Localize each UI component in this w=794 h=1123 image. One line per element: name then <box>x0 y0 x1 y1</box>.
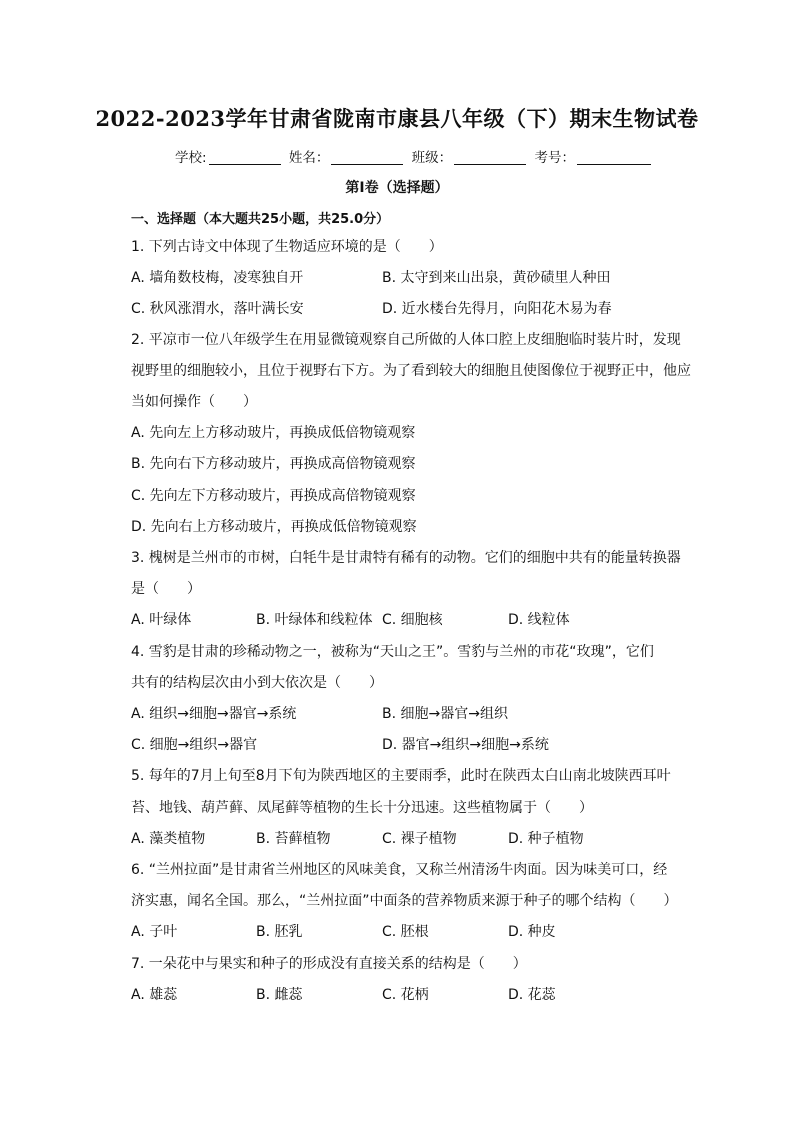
question-4-option-d[interactable]: D. 器官→组织→细胞→系统 <box>382 737 549 753</box>
question-6-option-d[interactable]: D. 种皮 <box>508 924 556 940</box>
question-2-stem-line-3: 当如何操作（ ） <box>131 394 257 410</box>
question-4-option-b[interactable]: B. 细胞→器官→组织 <box>382 706 508 722</box>
question-6-option-b[interactable]: B. 胚乳 <box>256 924 303 940</box>
question-5-stem-line-1: 5. 每年的7月上旬至8月下旬为陕西地区的主要雨季，此时在陕西太白山南北坡陕西耳叶 <box>131 768 671 784</box>
name-blank[interactable] <box>331 150 403 165</box>
question-2-option-c[interactable]: C. 先向左下方移动玻片，再换成高倍物镜观察 <box>131 488 416 504</box>
question-3-option-a[interactable]: A. 叶绿体 <box>131 612 192 628</box>
question-7-stem: 7. 一朵花中与果实和种子的形成没有直接关系的结构是（ ） <box>131 956 527 972</box>
question-4-stem-line-1: 4. 雪豹是甘肃的珍稀动物之一，被称为“天山之王”。雪豹与兰州的市花“玫瑰”，它们 <box>131 644 654 660</box>
question-1-option-c[interactable]: C. 秋风涨渭水，落叶满长安 <box>131 301 304 317</box>
question-5-stem-line-2: 苔、地钱、葫芦藓、凤尾藓等植物的生长十分迅速。这些植物属于（ ） <box>131 800 593 816</box>
question-1-stem: 1. 下列古诗文中体现了生物适应环境的是（ ） <box>131 239 443 255</box>
question-1-option-d[interactable]: D. 近水楼台先得月，向阳花木易为春 <box>382 301 612 317</box>
question-4-option-c[interactable]: C. 细胞→组织→器官 <box>131 737 258 753</box>
question-6-stem-line-2: 济实惠，闻名全国。那么，“兰州拉面”中面条的营养物质来源于种子的哪个结构（ ） <box>131 893 678 909</box>
question-2-stem-line-1: 2. 平凉市一位八年级学生在用显微镜观察自己所做的人体口腔上皮细胞临时装片时，发现 <box>131 332 681 348</box>
school-blank[interactable] <box>209 150 281 165</box>
question-3-stem-line-2: 是（ ） <box>131 581 201 597</box>
exam-number-label: 考号： <box>534 150 575 166</box>
question-5-option-b[interactable]: B. 苔藓植物 <box>256 831 331 847</box>
school-label: 学校: <box>175 150 207 166</box>
volume-heading: 第Ⅰ卷（选择题） <box>345 180 449 196</box>
question-3-option-d[interactable]: D. 线粒体 <box>508 612 570 628</box>
question-4-option-a[interactable]: A. 组织→细胞→器官→系统 <box>131 706 297 722</box>
question-6-stem-line-1: 6. “兰州拉面”是甘肃省兰州地区的风味美食，又称兰州清汤牛肉面。因为味美可口，经 <box>131 862 668 878</box>
section-heading: 一、选择题（本大题共25小题，共25.0分） <box>131 212 390 227</box>
question-7-option-b[interactable]: B. 雌蕊 <box>256 987 303 1003</box>
question-7-option-c[interactable]: C. 花柄 <box>382 987 429 1003</box>
question-5-option-a[interactable]: A. 藻类植物 <box>131 831 206 847</box>
student-info-line <box>175 146 655 166</box>
question-1-option-b[interactable]: B. 太守到来山出泉，黄砂碛里人种田 <box>382 270 611 286</box>
question-5-option-c[interactable]: C. 裸子植物 <box>382 831 457 847</box>
question-7-option-d[interactable]: D. 花蕊 <box>508 987 556 1003</box>
question-3-stem-line-1: 3. 槐树是兰州市的市树，白牦牛是甘肃特有稀有的动物。它们的细胞中共有的能量转换器 <box>131 550 681 566</box>
class-label: 班级： <box>411 150 453 166</box>
class-blank[interactable] <box>454 150 526 165</box>
question-5-option-d[interactable]: D. 种子植物 <box>508 831 584 847</box>
question-3-option-c[interactable]: C. 细胞核 <box>382 612 443 628</box>
question-6-option-a[interactable]: A. 子叶 <box>131 924 178 940</box>
question-2-option-b[interactable]: B. 先向右下方移动玻片，再换成高倍物镜观察 <box>131 456 416 472</box>
exam-number-blank[interactable] <box>577 150 651 165</box>
exam-title: 2022-2023学年甘肃省陇南市康县八年级（下）期末生物试卷 <box>95 106 699 131</box>
question-7-option-a[interactable]: A. 雄蕊 <box>131 987 178 1003</box>
question-4-stem-line-2: 共有的结构层次由小到大依次是（ ） <box>131 675 383 691</box>
question-3-option-b[interactable]: B. 叶绿体和线粒体 <box>256 612 373 628</box>
question-2-stem-line-2: 视野里的细胞较小，且位于视野右下方。为了看到较大的细胞且使图像位于视野正中，他应 <box>131 363 691 379</box>
question-1-option-a[interactable]: A. 墙角数枝梅，凌寒独自开 <box>131 270 304 286</box>
name-label: 姓名： <box>288 150 330 166</box>
question-6-option-c[interactable]: C. 胚根 <box>382 924 429 940</box>
question-2-option-a[interactable]: A. 先向左上方移动玻片，再换成低倍物镜观察 <box>131 425 416 441</box>
question-2-option-d[interactable]: D. 先向右上方移动玻片，再换成低倍物镜观察 <box>131 519 417 535</box>
